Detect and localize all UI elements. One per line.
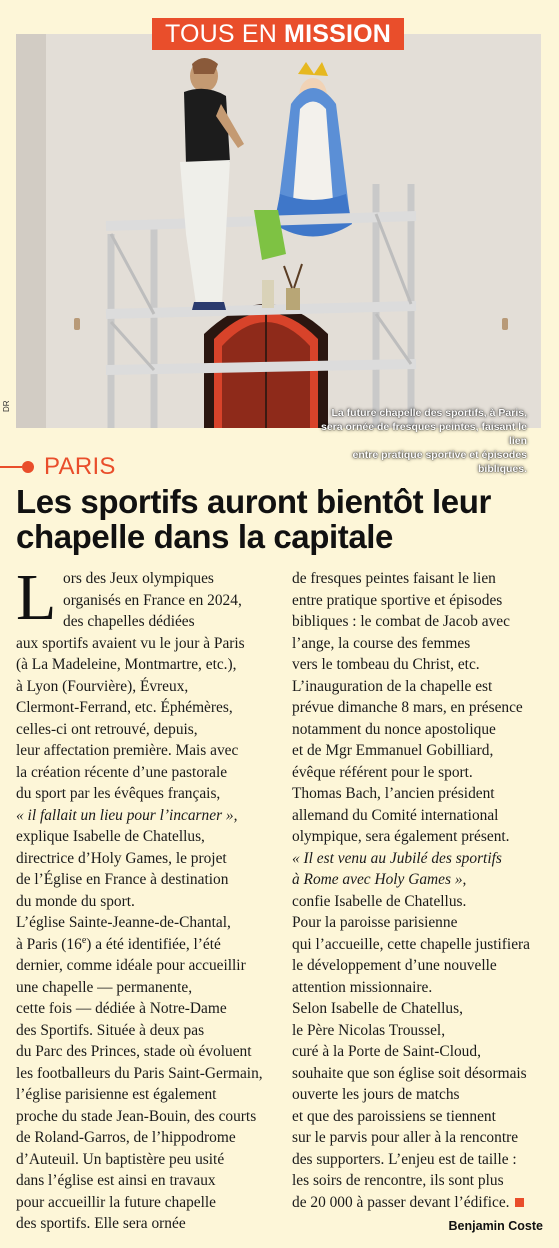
column-right-lines: [292, 568, 546, 1213]
article-line: Clermont-Ferrand, etc. Éphémères,: [16, 699, 233, 716]
article-line: celles-ci ont retrouvé, depuis,: [16, 720, 198, 738]
article-signature: Benjamin Coste: [448, 1219, 543, 1233]
article-line: de fresques peintes faisant le lien: [292, 570, 496, 587]
article-line: ouverte les jours de matchs: [292, 1086, 460, 1103]
article-line: la création récente d’une pastorale: [16, 763, 228, 781]
article-line: curé à la Porte de Saint-Cloud,: [292, 1043, 481, 1060]
article-line: (à La Madeleine, Montmartre, etc.),: [16, 656, 237, 673]
section-badge-part2: MISSION: [284, 19, 392, 48]
article-line: les footballeurs du Paris Saint-Germain,: [16, 1064, 263, 1082]
drop-cap: L: [16, 561, 57, 634]
article-line: évêque référent pour le sport.: [292, 763, 473, 781]
article-line: explique Isabelle de Chatellus,: [16, 828, 205, 845]
article-line: du sport par les évêques français,: [16, 785, 221, 802]
article-line: des supporters. L’enjeu est de taille :: [292, 1150, 517, 1168]
article-line: « il fallait un lieu pour l’incarner »,: [16, 806, 238, 824]
article-photo: [16, 34, 541, 475]
article-line: prévue dimanche 8 mars, en présence: [292, 699, 523, 716]
article-line: olympique, sera également présent.: [292, 828, 510, 845]
article-line: cette fois — dédiée à Notre-Dame: [16, 1000, 227, 1017]
article-line: directrice d’Holy Games, le projet: [16, 849, 227, 867]
article-column-right: [292, 568, 546, 1213]
article-line: des sportifs. Elle sera ornée: [16, 1215, 186, 1232]
photo-caption-line: La future chapelle des sportifs, à Paris,: [331, 407, 527, 419]
article-line: des Sportifs. Située à deux pas: [16, 1021, 205, 1039]
article-line: confie Isabelle de Chatellus.: [292, 892, 467, 910]
kicker: [0, 454, 116, 480]
article-line: de Roland-Garros, de l’hippodrome: [16, 1129, 236, 1146]
article-line: des chapelles dédiées: [63, 613, 195, 630]
photo-caption: [317, 406, 527, 476]
kicker-label: PARIS: [44, 453, 116, 480]
article-line: et que des paroissiens se tiennent: [292, 1107, 496, 1125]
article-line: les soirs de rencontre, ils sont plus: [292, 1172, 504, 1189]
article-line: allemand du Comité international: [292, 806, 499, 824]
section-badge-part1: TOUS EN: [164, 19, 278, 48]
article-line: d’Auteuil. Un baptistère peu usité: [16, 1150, 225, 1168]
article-line: aux sportifs avaient vu le jour à Paris: [16, 634, 245, 652]
article-line: attention missionnaire.: [292, 978, 433, 996]
photo-illustration: [16, 34, 541, 428]
article-line: sur le parvis pour aller à la rencontre: [292, 1129, 519, 1146]
article-line: bibliques : le combat de Jacob avec: [292, 613, 510, 630]
section-badge: [152, 18, 404, 50]
article-line: notamment du nonce apostolique: [292, 720, 496, 738]
article-line: organisés en France en 2024,: [63, 591, 242, 609]
kicker-line: [0, 466, 22, 468]
article-column-left: [16, 561, 266, 1235]
article-line: ors des Jeux olympiques: [63, 570, 214, 587]
photo-caption-line: sera ornée de fresques peintes, faisant le lien: [320, 421, 527, 447]
article-line: Thomas Bach, l’ancien président: [292, 785, 495, 802]
article-line: le Père Nicolas Troussel,: [292, 1021, 446, 1039]
article-line: de l’Église en France à destination: [16, 871, 229, 888]
article-line: une chapelle — permanente,: [16, 978, 193, 996]
article-line: leur affectation première. Mais avec: [16, 742, 239, 759]
column-left-lines: [16, 561, 266, 1235]
article-line: du Parc des Princes, stade où évoluent: [16, 1043, 252, 1060]
article-line: dans l’église est ainsi en travaux: [16, 1172, 216, 1189]
article-line: souhaite que son église soit désormais: [292, 1064, 527, 1082]
article-line: L’église Sainte-Jeanne-de-Chantal,: [16, 914, 231, 931]
article-line: dernier, comme idéale pour accueillir: [16, 957, 246, 974]
article-line: le développement d’une nouvelle: [292, 957, 497, 974]
article-line: Pour la paroisse parisienne: [292, 914, 458, 931]
article-headline: Les sportifs auront bientôt leur chapelle dans la capitale: [16, 483, 491, 555]
kicker-dot-icon: [22, 461, 34, 473]
article-line: qui l’accueille, cette chapelle justifiera: [292, 935, 530, 953]
article-line: à Lyon (Fourvière), Évreux,: [16, 677, 189, 695]
article-line: Selon Isabelle de Chatellus,: [292, 1000, 463, 1017]
article-line: entre pratique sportive et épisodes: [292, 591, 503, 609]
article-line: « Il est venu au Jubilé des sportifs: [292, 849, 502, 867]
end-mark-icon: [515, 1198, 524, 1207]
article-line: à Paris (16e) a été identifiée, l’été: [16, 934, 221, 953]
article-line: de 20 000 à passer devant l’édifice.: [292, 1192, 546, 1214]
article-line: proche du stade Jean-Bouin, des courts: [16, 1107, 257, 1125]
article-line: et de Mgr Emmanuel Gobilliard,: [292, 742, 494, 759]
photo-caption-line: entre pratique sportive et épisodes bibliques.: [352, 449, 527, 475]
article-line: du monde du sport.: [16, 892, 135, 910]
article-line: vers le tombeau du Christ, etc.: [292, 656, 480, 673]
article-line: l’église parisienne est également: [16, 1086, 217, 1103]
article-line: pour accueillir la future chapelle: [16, 1193, 216, 1211]
article-line: à Rome avec Holy Games »,: [292, 871, 467, 888]
photo-credit: DR: [2, 400, 11, 412]
article-line: l’ange, la course des femmes: [292, 634, 471, 652]
article-line: L’inauguration de la chapelle est: [292, 677, 493, 695]
